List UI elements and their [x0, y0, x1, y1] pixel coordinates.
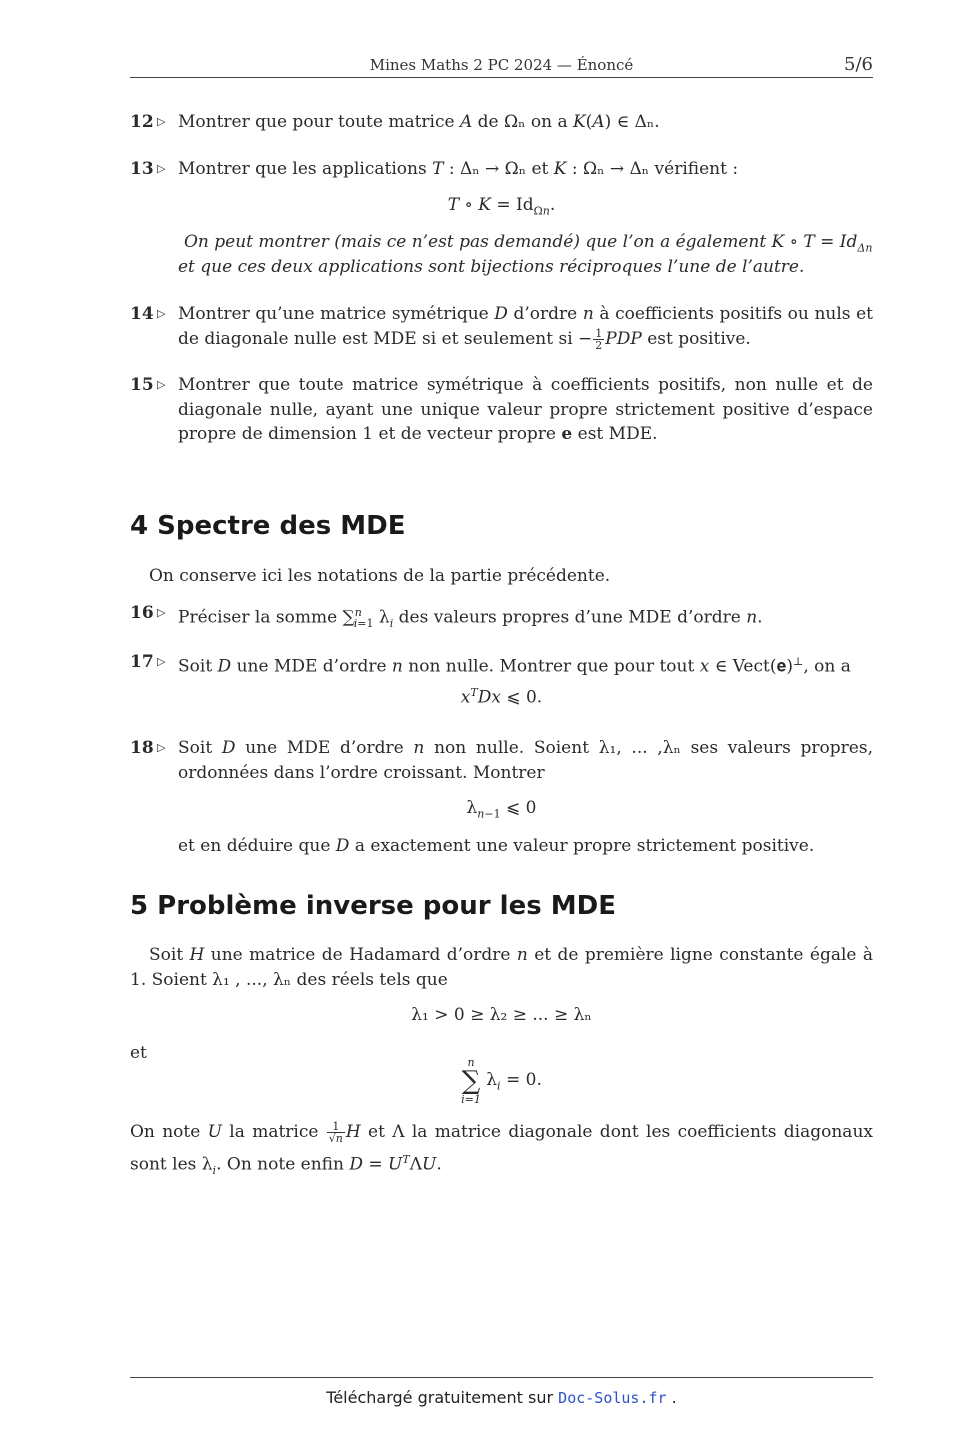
connector-et: et — [130, 1043, 147, 1063]
text-part-b: est MDE. — [572, 424, 658, 444]
triangle-right-icon: ▷ — [157, 741, 166, 754]
text-part-a: Montrer qu’une matrice symétrique 𝐷 d’ordre 𝑛 à coefficients positifs ou nuls et de diagonale nulle est MDE si et seulement si − — [178, 304, 873, 349]
footer-text: Téléchargé gratuitement sur — [326, 1388, 559, 1407]
sum-term — [486, 1069, 542, 1093]
text-part-d: Λ𝑈. — [409, 1154, 442, 1175]
sum-lambda: λ — [486, 1069, 498, 1090]
question-text — [178, 302, 873, 351]
question-18-conclusion: et en déduire que 𝐷 a exactement une valeur propre strictement positive. — [178, 836, 815, 856]
question-text: Montrer que les applications 𝑇 : Δₙ → Ωₙ et 𝐾 : Ωₙ → Δₙ vérifient : — [178, 159, 739, 179]
equation-sum-zero — [130, 1057, 873, 1105]
text-part-b: 𝐻 et Λ la matrice diagonale dont les coefficients diagonaux sont les λ — [130, 1122, 873, 1175]
note-text: On peut montrer (mais ce n’est pas demandé) que l’on a également 𝐾 ∘ 𝑇 = Id — [184, 232, 858, 252]
question-15 — [130, 373, 873, 447]
fraction-denominator: 2 — [595, 338, 603, 352]
fraction-one-over-sqrt-n — [327, 1121, 345, 1144]
question-12 — [130, 110, 873, 135]
triangle-right-icon: ▷ — [157, 378, 166, 391]
sum-lambda-index: 𝑖 — [497, 1079, 501, 1093]
fraction-numerator: 1 — [327, 1121, 345, 1133]
text-part-b: , on a — [803, 656, 851, 677]
triangle-right-icon: ▷ — [157, 307, 166, 320]
eq-rest: 𝐷𝑥 ⩽ 0. — [477, 687, 543, 708]
fraction-one-half — [593, 328, 604, 351]
footer-rule — [130, 1377, 873, 1378]
footer-dot: . — [666, 1388, 677, 1407]
question-17 — [130, 650, 873, 679]
text-part-a: Montrer que toute matrice symétrique à coefficients positifs, non nulle et de diagonale nulle, ayant une unique valeur propre strictement positive d’espace propre de dimension 1 et de vecteur propre — [178, 375, 873, 444]
equation-t-k: 𝑇 ∘ 𝐾 = $Id_{\Omega 𝑛}$. — [447, 195, 556, 218]
question-18 — [130, 736, 873, 785]
header-rule — [130, 77, 873, 78]
sum-operator — [461, 1057, 481, 1105]
question-14 — [130, 302, 873, 351]
section-5-paragraph-2 — [130, 1118, 873, 1185]
text-part-a: On note 𝑈 la matrice — [130, 1122, 326, 1142]
orthogonal-symbol: ⊥ — [793, 655, 804, 668]
sum-upper-limit: 𝑛 — [354, 606, 362, 619]
section-4-intro: On conserve ici les notations de la partie précédente. — [149, 566, 611, 586]
fraction-numerator: 1 — [595, 326, 603, 340]
lambda: λ — [373, 607, 390, 628]
section-5-paragraph-1: Soit 𝐻 une matrice de Hadamard d’ordre 𝑛 et de première ligne constante égale à 1. Soient λ₁ , ..., λₙ des réels tels que — [130, 945, 873, 990]
triangle-right-icon: ▷ — [157, 162, 166, 175]
question-number: 17 — [130, 652, 154, 672]
question-number: 12 — [130, 112, 154, 132]
text-part-c: . On note enfin 𝐷 = 𝑈 — [216, 1154, 403, 1175]
question-16 — [130, 601, 873, 637]
question-number: 13 — [130, 159, 154, 179]
section-heading-5: 5 Problème inverse pour les MDE — [130, 891, 616, 921]
triangle-right-icon: ▷ — [157, 655, 166, 668]
page-header-title: Mines Maths 2 PC 2024 — Énoncé — [369, 56, 634, 74]
question-text: Soit 𝐷 une MDE d’ordre 𝑛 non nulle. Soient λ₁, ... ,λₙ ses valeurs propres, ordonnées dans l’ordre croissant. Montrer — [178, 738, 873, 783]
sigma-symbol: ∑ — [461, 1066, 481, 1096]
equation-lambda-order: λ₁ > 0 ≥ λ₂ ≥ ... ≥ λₙ — [411, 1005, 592, 1025]
lambda-index: 𝑖 — [212, 1164, 217, 1178]
text-part-b: 𝑃𝐷𝑃 est positive. — [605, 328, 751, 349]
page-footer — [130, 1388, 873, 1407]
sum-upper-limit: 𝑛 — [467, 1056, 475, 1069]
equation-xtdx — [130, 686, 873, 708]
eq-index: 𝑛−1 — [477, 807, 501, 821]
question-text — [178, 650, 873, 679]
eq-x: 𝑥 — [460, 687, 471, 708]
question-text: Montrer que pour toute matrice 𝐴 de Ωₙ on a 𝐾(𝐴) ∈ Δₙ. — [178, 112, 660, 132]
section-heading-4: 4 Spectre des MDE — [130, 511, 406, 541]
question-number: 16 — [130, 603, 154, 623]
text-part-c: des valeurs propres d’une MDE d’ordre 𝑛. — [393, 607, 763, 628]
equation-sub: Ω𝑛 — [533, 204, 550, 218]
question-number: 15 — [130, 375, 154, 395]
doc-solus-link[interactable]: Doc-Solus.fr — [558, 1389, 667, 1407]
page-number: 5/6 — [844, 54, 873, 75]
fraction-denominator: √𝑛 — [328, 1132, 343, 1145]
note-sub: Δ𝑛 — [857, 241, 873, 255]
equation-main: 𝑇 ∘ 𝐾 = Id — [447, 195, 534, 215]
eq-lambda: λ — [466, 798, 478, 818]
sum-lower-limit: 𝑖=1 — [461, 1093, 481, 1106]
remark-note-line2: et que ces deux applications sont bijections réciproques l’une de l’autre. — [178, 257, 805, 277]
eq-rest: ⩽ 0 — [500, 798, 537, 818]
transpose-symbol: 𝑇 — [402, 1153, 410, 1166]
triangle-right-icon: ▷ — [157, 115, 166, 128]
sum-equals-zero: = 0. — [500, 1069, 542, 1090]
eq-transpose: 𝑇 — [470, 686, 478, 699]
vector-e: e — [561, 424, 573, 444]
lambda-index: 𝑖 — [389, 617, 394, 631]
question-text — [178, 601, 873, 637]
question-13 — [130, 157, 873, 182]
equation-lambda-n-1 — [130, 798, 873, 820]
text-part-a: Soit 𝐷 une MDE d’ordre 𝑛 non nulle. Montrer que pour tout 𝑥 ∈ Vect(𝐞) — [178, 656, 794, 677]
triangle-right-icon: ▷ — [157, 606, 166, 619]
question-text — [178, 373, 873, 447]
question-number: 14 — [130, 304, 154, 324]
question-number: 18 — [130, 738, 154, 758]
text-part-a: Préciser la somme ∑ — [178, 607, 355, 628]
sum-lower-limit: 𝑖=1 — [353, 617, 374, 631]
